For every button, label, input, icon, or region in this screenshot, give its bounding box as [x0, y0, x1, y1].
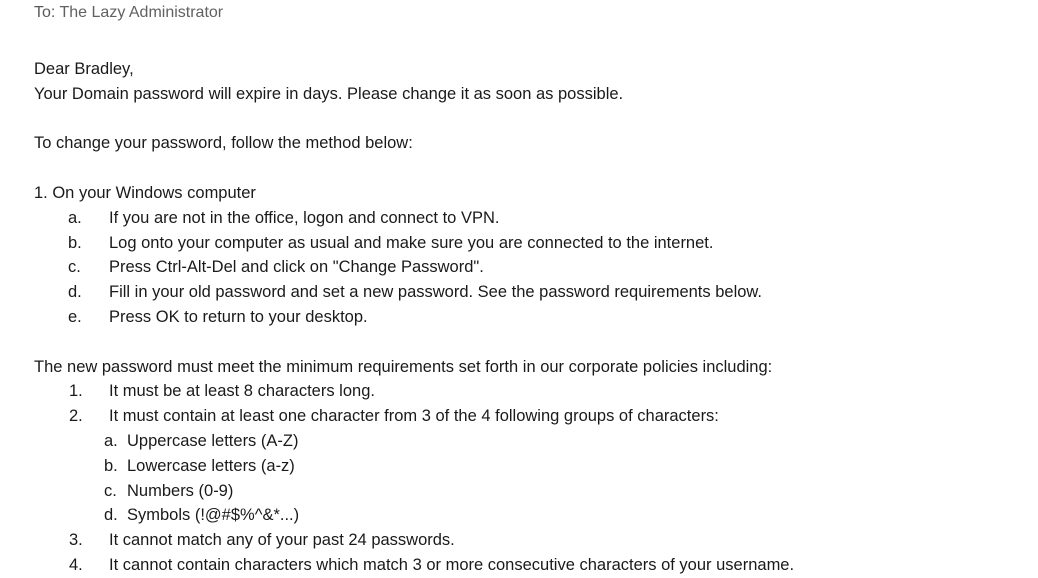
recipient-name: The Lazy Administrator: [59, 4, 224, 21]
step-text: Press Ctrl-Alt-Del and click on "Change Password".: [109, 258, 484, 277]
recipient-line: [34, 3, 223, 23]
step-text: Log onto your computer as usual and make sure you are connected to the internet.: [109, 233, 714, 252]
requirement-marker: 2.: [69, 407, 83, 426]
requirement-item: [34, 404, 1024, 429]
character-group-item: [34, 429, 1024, 454]
to-label: To:: [34, 4, 56, 21]
windows-step: [34, 305, 1024, 330]
requirements-intro: The new password must meet the minimum requirements set forth in our corporate policies including:: [34, 357, 773, 376]
step-marker: b.: [68, 233, 82, 252]
group-marker: c.: [104, 481, 117, 500]
character-group-item: [34, 454, 1024, 479]
group-marker: b.: [104, 456, 118, 475]
group-text: Symbols (!@#$%^&*...): [127, 506, 300, 525]
windows-step: [34, 231, 1024, 256]
requirement-item: [34, 379, 1024, 404]
step-marker: a.: [68, 208, 82, 227]
windows-step: [34, 280, 1024, 305]
windows-step: [34, 206, 1024, 231]
greeting: Dear Bradley,: [34, 60, 134, 78]
character-group-item: [34, 479, 1024, 504]
group-text: Lowercase letters (a-z): [127, 456, 295, 475]
method-intro: To change your password, follow the method below:: [34, 134, 413, 153]
requirement-marker: 1.: [69, 382, 83, 401]
requirement-text: It cannot match any of your past 24 passwords.: [109, 531, 455, 550]
requirement-text: It cannot contain characters which match 3 or more consecutive characters of your username.: [109, 555, 795, 574]
requirement-item: [34, 553, 1024, 578]
spacer: [34, 330, 1024, 355]
step-marker: e.: [68, 307, 82, 326]
group-text: Numbers (0-9): [127, 481, 234, 500]
spacer: [34, 107, 1024, 132]
requirement-marker: 4.: [69, 555, 83, 574]
step-marker: d.: [68, 283, 82, 302]
windows-step: [34, 255, 1024, 280]
expiry-notice: Your Domain password will expire in days. Please change it as soon as possible.: [34, 84, 624, 103]
step-marker: c.: [68, 258, 81, 277]
requirement-text: It must contain at least one character from 3 of the 4 following groups of characters:: [109, 407, 719, 426]
windows-heading: 1. On your Windows computer: [34, 183, 256, 202]
step-text: Fill in your old password and set a new password. See the password requirements below.: [109, 283, 763, 302]
requirement-item: [34, 528, 1024, 553]
group-text: Uppercase letters (A-Z): [127, 431, 299, 450]
character-group-item: [34, 503, 1024, 528]
step-text: Press OK to return to your desktop.: [109, 307, 368, 326]
email-body: [34, 57, 1024, 578]
spacer: [34, 156, 1024, 181]
requirement-text: It must be at least 8 characters long.: [109, 382, 375, 401]
requirement-marker: 3.: [69, 531, 83, 550]
group-marker: d.: [104, 506, 118, 525]
group-marker: a.: [104, 431, 118, 450]
step-text: If you are not in the office, logon and connect to VPN.: [109, 208, 500, 227]
